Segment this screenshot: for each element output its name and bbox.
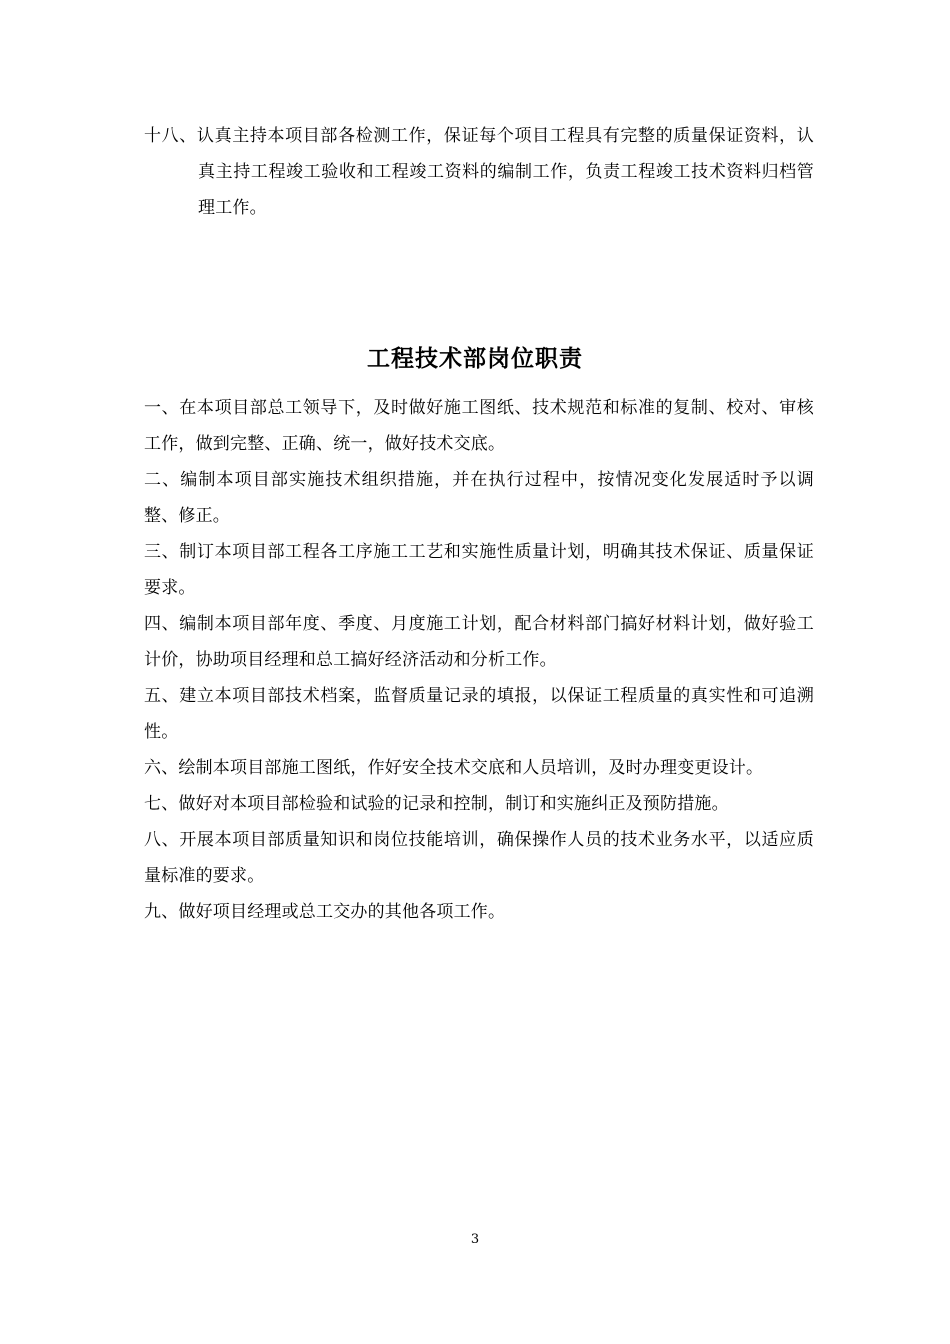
duty-item-7: 七、做好对本项目部检验和试验的记录和控制，制订和实施纠正及预防措施。 — [144, 794, 729, 814]
duty-item-5: 五、建立本项目部技术档案，监督质量记录的填报，以保证工程质量的真实性和可追溯性。 — [144, 686, 814, 742]
duty-item-9: 九、做好项目经理或总工交办的其他各项工作。 — [144, 902, 506, 922]
page-number: 3 — [470, 1232, 480, 1247]
duty-item-4: 四、编制本项目部年度、季度、月度施工计划，配合材料部门搞好材料计划，做好验工计价，协助项目经理和总工搞好经济活动和分析工作。 — [144, 614, 814, 670]
duty-item-8: 八、开展本项目部质量知识和岗位技能培训，确保操作人员的技术业务水平，以适应质量标准的要求。 — [144, 830, 814, 886]
duty-item-18: 十八、认真主持本项目部各检测工作，保证每个项目工程具有完整的质量保证资料，认真主持工程竣工验收和工程竣工资料的编制工作，负责工程竣工技术资料归档管理工作。 — [144, 126, 814, 218]
duty-item-2: 二、编制本项目部实施技术组织措施，并在执行过程中，按情况变化发展适时予以调整、修正。 — [144, 470, 814, 526]
duty-item-3: 三、制订本项目部工程各工序施工工艺和实施性质量计划，明确其技术保证、质量保证要求。 — [144, 542, 814, 598]
section-title: 工程技术部岗位职责 — [367, 346, 583, 372]
duty-item-6: 六、绘制本项目部施工图纸，作好安全技术交底和人员培训，及时办理变更设计。 — [144, 758, 764, 778]
duty-item-1: 一、在本项目部总工领导下，及时做好施工图纸、技术规范和标准的复制、校对、审核工作，做到完整、正确、统一，做好技术交底。 — [144, 398, 814, 454]
